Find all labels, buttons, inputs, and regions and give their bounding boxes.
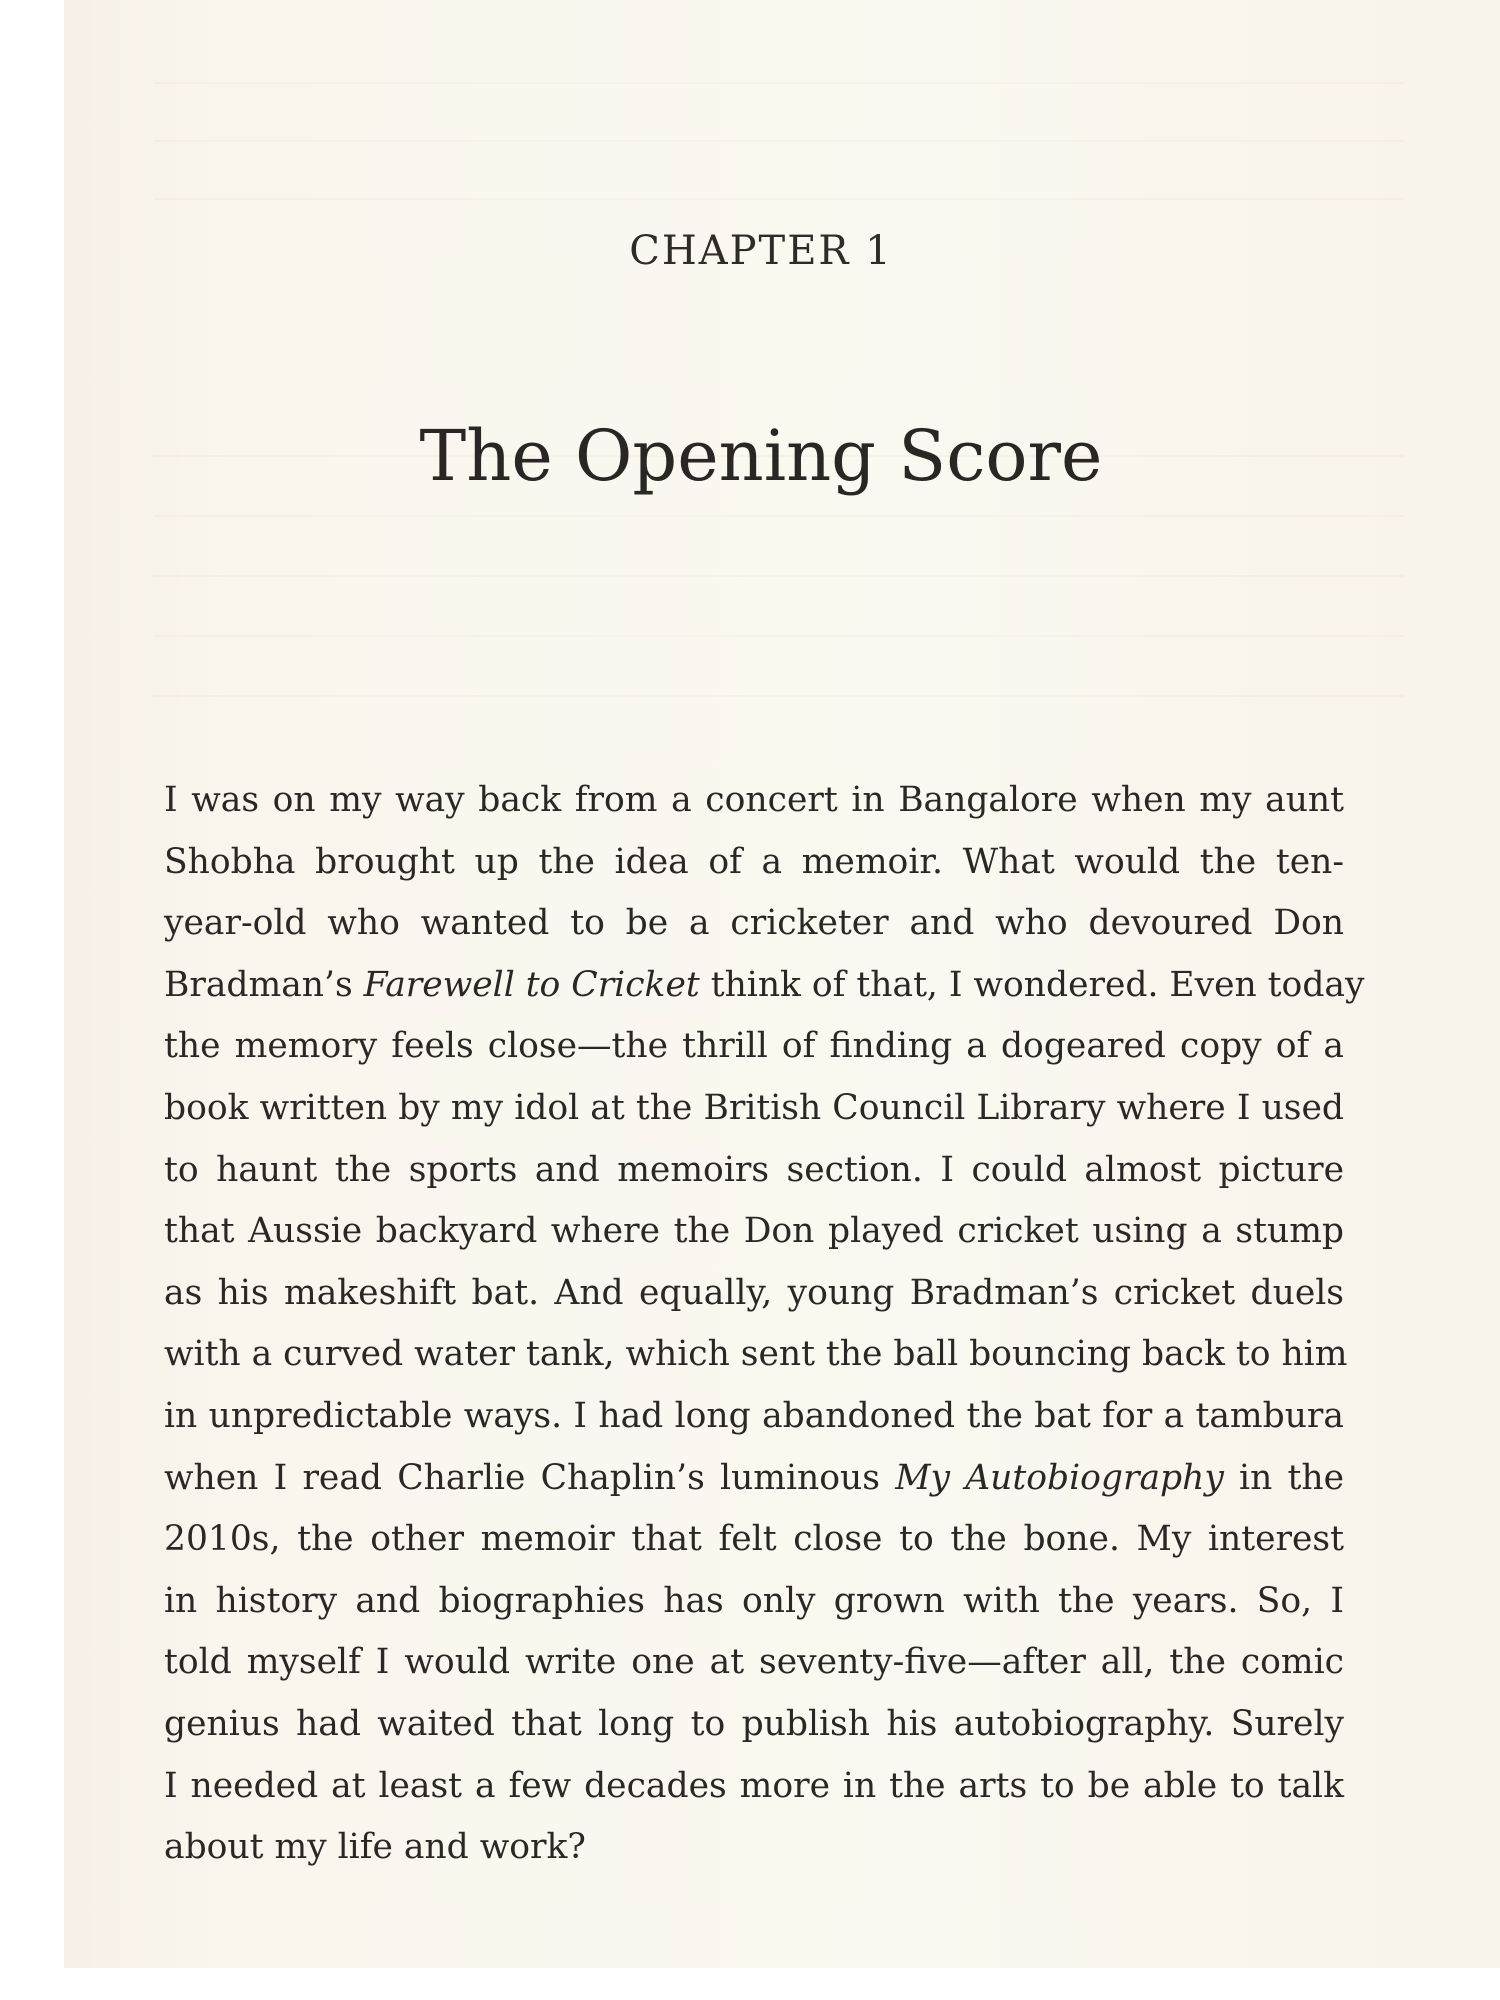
show-through-text <box>154 575 1404 577</box>
show-through-text <box>154 140 1404 142</box>
show-through-text <box>154 515 1404 517</box>
text-line: in history and biographies has only grown with the years. So, I <box>164 1580 1344 1621</box>
text-line: genius had waited that long to publish his autobiography. Surely <box>164 1703 1344 1744</box>
show-through-text <box>154 82 1404 84</box>
text-line: that Aussie backyard where the Don played cricket using a stump <box>164 1211 1344 1252</box>
show-through-text <box>154 635 1404 637</box>
text-line: the memory feels close—the thrill of finding a dogeared copy of a <box>164 1026 1344 1067</box>
text-line: when I read Charlie Chaplin’s luminous My Autobiography in the <box>164 1457 1345 1498</box>
text-line: year-old who wanted to be a cricketer and who devoured Don <box>164 903 1344 944</box>
body-paragraph <box>164 770 1365 1879</box>
book-page <box>64 0 1500 1968</box>
chapter-number: CHAPTER 1 <box>629 228 893 274</box>
text-line: as his makeshift bat. And equally, young Bradman’s cricket duels <box>164 1272 1344 1313</box>
chapter-title: The Opening Score <box>419 415 1103 497</box>
text-line: 2010s, the other memoir that felt close to the bone. My interest <box>164 1519 1344 1560</box>
text-line: book written by my idol at the British Council Library where I used <box>164 1087 1344 1128</box>
text-line: about my life and work? <box>164 1827 586 1868</box>
show-through-text <box>154 695 1404 697</box>
text-line: to haunt the sports and memoirs section. I could almost picture <box>164 1149 1344 1190</box>
book-title-farewell-to-cricket: Farewell to Cricket <box>363 964 700 1005</box>
text-line: I needed at least a few decades more in the arts to be able to talk <box>164 1765 1344 1806</box>
text-line: with a curved water tank, which sent the ball bouncing back to him <box>164 1334 1348 1375</box>
text-line: in unpredictable ways. I had long abandoned the bat for a tambura <box>164 1395 1344 1436</box>
text-line: Bradman’s Farewell to Cricket think of that, I wondered. Even today <box>164 964 1365 1005</box>
text-line: told myself I would write one at seventy-five—after all, the comic <box>164 1642 1344 1683</box>
show-through-text <box>154 198 1404 200</box>
text-line: Shobha brought up the idea of a memoir. What would the ten- <box>164 841 1344 882</box>
text-line: I was on my way back from a concert in Bangalore when my aunt <box>164 780 1344 820</box>
book-title-my-autobiography: My Autobiography <box>895 1457 1224 1498</box>
